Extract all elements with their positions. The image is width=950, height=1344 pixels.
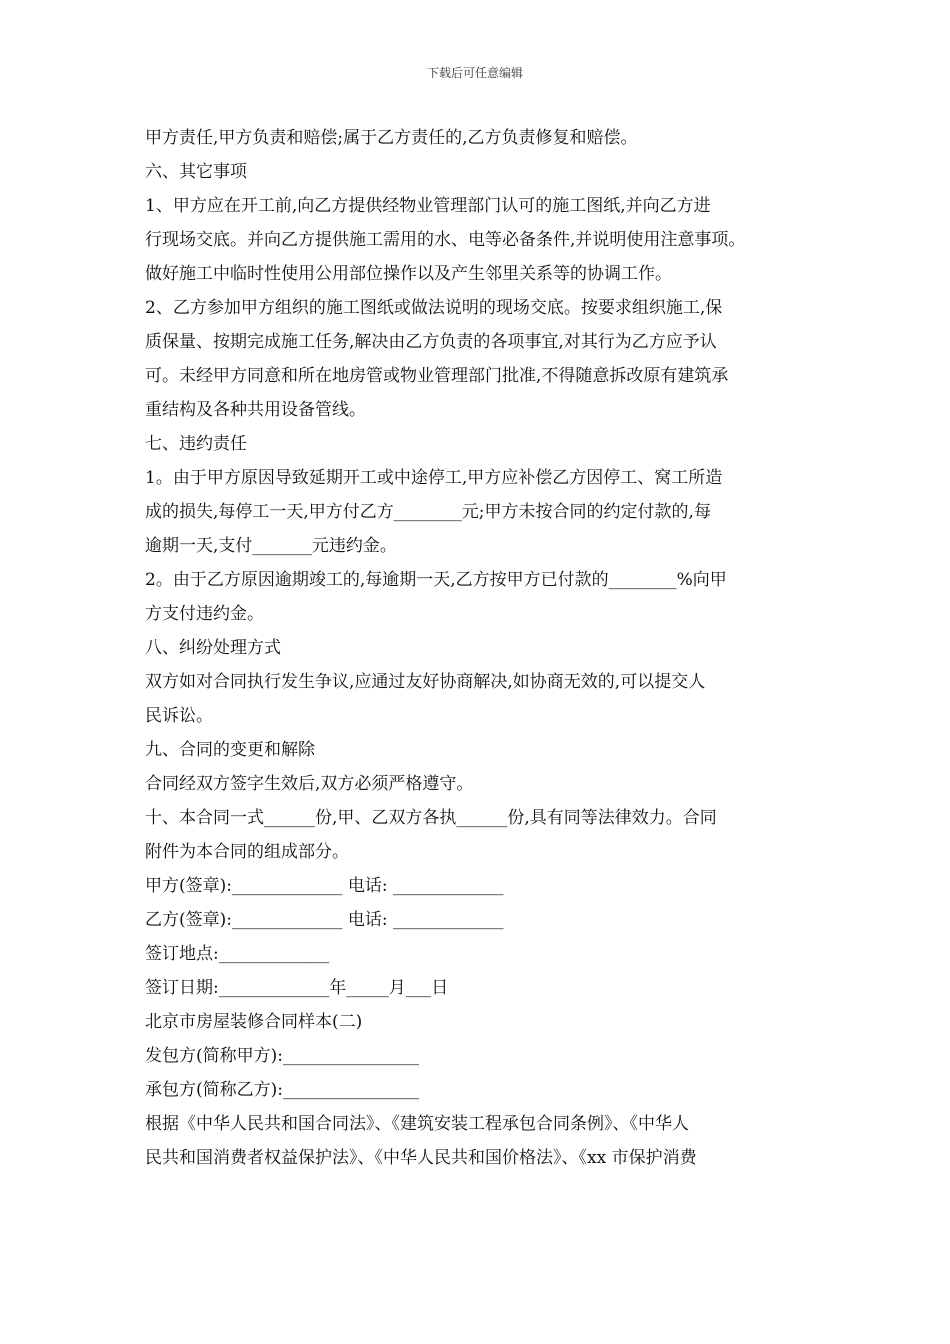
signature-line: 签订地点:_____________ xyxy=(145,944,330,964)
text-line: 双方如对合同执行发生争议,应通过友好协商解决,如协商无效的,可以提交人 xyxy=(145,672,706,692)
section-heading: 九、合同的变更和解除 xyxy=(145,740,315,760)
text-line: 2。由于乙方原因逾期竣工的,每逾期一天,乙方按甲方已付款的________%向甲 xyxy=(145,570,727,590)
signature-line: 乙方(签章):_____________ 电话: _____________ xyxy=(145,910,504,930)
page-header: 下载后可任意编辑 xyxy=(426,66,523,80)
party-line: 发包方(简称甲方):________________ xyxy=(145,1046,419,1066)
text-line: 十、本合同一式______份,甲、乙双方各执______份,具有同等法律效力。合同 xyxy=(145,808,717,828)
party-line: 承包方(简称乙方):________________ xyxy=(145,1080,419,1100)
document-body xyxy=(145,121,815,1175)
text-line: 重结构及各种共用设备管线。 xyxy=(145,400,366,420)
text-line: 民共和国消费者权益保护法》、《中华人民共和国价格法》、《xx 市保护消费 xyxy=(145,1148,697,1168)
text-line: 甲方责任,甲方负责和赔偿;属于乙方责任的,乙方负责修复和赔偿。 xyxy=(145,128,638,148)
text-line: 2、乙方参加甲方组织的施工图纸或做法说明的现场交底。按要求组织施工,保 xyxy=(145,298,723,318)
section-heading: 八、纠纷处理方式 xyxy=(145,638,281,658)
text-line: 方支付违约金。 xyxy=(145,604,264,624)
section-heading: 六、其它事项 xyxy=(145,162,247,182)
text-line: 附件为本合同的组成部分。 xyxy=(145,842,349,862)
section-heading: 七、违约责任 xyxy=(145,434,247,454)
text-line: 成的损失,每停工一天,甲方付乙方________元;甲方未按合同的约定付款的,每 xyxy=(145,502,711,522)
text-line: 民诉讼。 xyxy=(145,706,213,726)
signature-line: 甲方(签章):_____________ 电话: _____________ xyxy=(145,876,504,896)
signature-line: 签订日期:_____________年_____月___日 xyxy=(145,978,449,998)
text-line: 逾期一天,支付_______元违约金。 xyxy=(145,536,397,556)
text-line: 行现场交底。并向乙方提供施工需用的水、电等必备条件,并说明使用注意事项。 xyxy=(145,230,746,250)
text-line: 合同经双方签字生效后,双方必须严格遵守。 xyxy=(145,774,474,794)
contract-title: 北京市房屋装修合同样本(二) xyxy=(145,1012,363,1032)
text-line: 1、甲方应在开工前,向乙方提供经物业管理部门认可的施工图纸,并向乙方进 xyxy=(145,196,711,216)
text-line: 根据《中华人民共和国合同法》、《建筑安装工程承包合同条例》、《中华人 xyxy=(145,1114,689,1134)
text-line: 1。由于甲方原因导致延期开工或中途停工,甲方应补偿乙方因停工、窝工所造 xyxy=(145,468,723,488)
text-line: 做好施工中临时性使用公用部位操作以及产生邻里关系等的协调工作。 xyxy=(145,264,672,284)
text-line: 质保量、按期完成施工任务,解决由乙方负责的各项事宜,对其行为乙方应予认 xyxy=(145,332,717,352)
text-line: 可。未经甲方同意和所在地房管或物业管理部门批准,不得随意拆改原有建筑承 xyxy=(145,366,729,386)
